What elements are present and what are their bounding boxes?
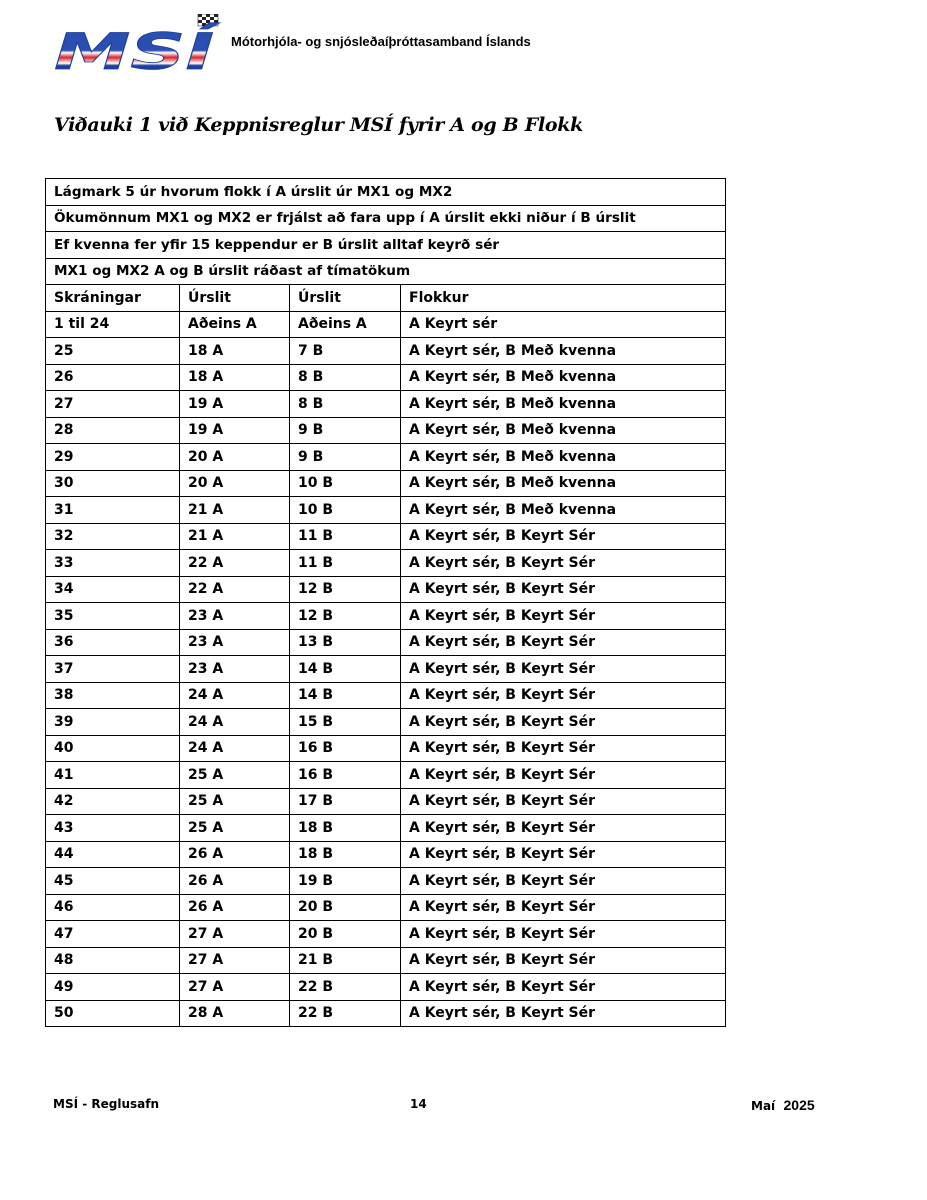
table-cell: A Keyrt sér, B Keyrt Sér <box>401 576 726 603</box>
table-cell: 26 <box>46 364 180 391</box>
table-cell: A Keyrt sér, B Keyrt Sér <box>401 709 726 736</box>
table-note: Ökumönnum MX1 og MX2 er frjálst að fara upp í A úrslit ekki niður í B úrslit <box>46 205 726 232</box>
table-cell: 20 A <box>180 444 290 471</box>
table-cell: A Keyrt sér, B Keyrt Sér <box>401 815 726 842</box>
table-cell: 26 A <box>180 841 290 868</box>
table-cell: A Keyrt sér, B Með kvenna <box>401 391 726 418</box>
table-cell: 8 B <box>290 391 401 418</box>
table-row <box>46 417 726 444</box>
table-cell: 21 A <box>180 497 290 524</box>
table-cell: 26 A <box>180 894 290 921</box>
table-cell: 27 <box>46 391 180 418</box>
table-cell: 37 <box>46 656 180 683</box>
table-cell: 13 B <box>290 629 401 656</box>
table-cell: 27 A <box>180 974 290 1001</box>
table-cell: 14 B <box>290 682 401 709</box>
table-cell: 12 B <box>290 576 401 603</box>
footer-document-name: MSÍ - Reglusafn <box>53 1097 160 1111</box>
table-row <box>46 497 726 524</box>
table-cell: 42 <box>46 788 180 815</box>
qualification-table <box>45 178 726 1027</box>
table-cell: Aðeins A <box>290 311 401 338</box>
column-header: Flokkur <box>401 285 726 312</box>
table-cell: A Keyrt sér, B Keyrt Sér <box>401 947 726 974</box>
logo-text: MSÍ <box>54 23 159 74</box>
table-cell: 33 <box>46 550 180 577</box>
table-cell: A Keyrt sér, B Keyrt Sér <box>401 841 726 868</box>
table-row <box>46 735 726 762</box>
table-cell: A Keyrt sér, B Keyrt Sér <box>401 629 726 656</box>
table-cell: 18 A <box>180 364 290 391</box>
table-row <box>46 629 726 656</box>
table-row <box>46 868 726 895</box>
table-cell: 20 B <box>290 894 401 921</box>
table-row <box>46 656 726 683</box>
table-cell: 10 B <box>290 470 401 497</box>
table-cell: 22 B <box>290 974 401 1001</box>
table-note-row <box>46 179 726 206</box>
table-row <box>46 894 726 921</box>
table-cell: 41 <box>46 762 180 789</box>
table-cell: 8 B <box>290 364 401 391</box>
table-cell: A Keyrt sér, B Keyrt Sér <box>401 603 726 630</box>
table-cell: 50 <box>46 1000 180 1027</box>
table-cell: 48 <box>46 947 180 974</box>
table-cell: A Keyrt sér, B Keyrt Sér <box>401 894 726 921</box>
table-cell: 20 B <box>290 921 401 948</box>
table-cell: 25 A <box>180 815 290 842</box>
table-cell: 19 B <box>290 868 401 895</box>
table-cell: 14 B <box>290 656 401 683</box>
table-cell: 34 <box>46 576 180 603</box>
table-cell: 9 B <box>290 444 401 471</box>
table-cell: A Keyrt sér, B Með kvenna <box>401 470 726 497</box>
table-row <box>46 682 726 709</box>
table-row <box>46 444 726 471</box>
table-cell: 35 <box>46 603 180 630</box>
table-cell: 25 <box>46 338 180 365</box>
table-cell: A Keyrt sér, B Keyrt Sér <box>401 682 726 709</box>
table-cell: 46 <box>46 894 180 921</box>
table-cell: 24 A <box>180 709 290 736</box>
table-row <box>46 338 726 365</box>
column-header: Skráningar <box>46 285 180 312</box>
table-cell: 27 A <box>180 921 290 948</box>
footer-year: 2025 <box>783 1097 815 1113</box>
table-note-row <box>46 232 726 259</box>
table-header-row <box>46 285 726 312</box>
table-cell: 16 B <box>290 762 401 789</box>
table-cell: 7 B <box>290 338 401 365</box>
table-cell: 40 <box>46 735 180 762</box>
table-row <box>46 947 726 974</box>
table-cell: 21 B <box>290 947 401 974</box>
table-cell: A Keyrt sér <box>401 311 726 338</box>
footer-month: Maí <box>751 1099 776 1113</box>
table-cell: 21 A <box>180 523 290 550</box>
table-cell: 27 A <box>180 947 290 974</box>
table-row <box>46 788 726 815</box>
table-cell: 22 B <box>290 1000 401 1027</box>
table-cell: 28 <box>46 417 180 444</box>
table-cell: 9 B <box>290 417 401 444</box>
table-cell: 36 <box>46 629 180 656</box>
table-cell: 30 <box>46 470 180 497</box>
table-cell: A Keyrt sér, B Keyrt Sér <box>401 1000 726 1027</box>
table-cell: 11 B <box>290 550 401 577</box>
table-cell: A Keyrt sér, B Keyrt Sér <box>401 762 726 789</box>
table-cell: 26 A <box>180 868 290 895</box>
table-cell: 44 <box>46 841 180 868</box>
table-row <box>46 974 726 1001</box>
table-row <box>46 391 726 418</box>
msi-logo <box>52 14 222 74</box>
table-cell: 23 A <box>180 656 290 683</box>
table-note: MX1 og MX2 A og B úrslit ráðast af tímatökum <box>46 258 726 285</box>
table-cell: 24 A <box>180 682 290 709</box>
table-row <box>46 1000 726 1027</box>
table-note: Ef kvenna fer yfir 15 keppendur er B úrslit alltaf keyrð sér <box>46 232 726 259</box>
table-cell: 19 A <box>180 391 290 418</box>
table-cell: 1 til 24 <box>46 311 180 338</box>
table-cell: 22 A <box>180 576 290 603</box>
table-cell: A Keyrt sér, B Keyrt Sér <box>401 735 726 762</box>
footer-date <box>751 1097 815 1113</box>
table-cell: 25 A <box>180 788 290 815</box>
table-cell: 25 A <box>180 762 290 789</box>
table-cell: 49 <box>46 974 180 1001</box>
table-row <box>46 576 726 603</box>
table-row <box>46 762 726 789</box>
table-cell: 20 A <box>180 470 290 497</box>
table-cell: A Keyrt sér, B Keyrt Sér <box>401 868 726 895</box>
table-row <box>46 470 726 497</box>
table-cell: A Keyrt sér, B Keyrt Sér <box>401 974 726 1001</box>
table-cell: 15 B <box>290 709 401 736</box>
table-cell: 24 A <box>180 735 290 762</box>
document-title: Viðauki 1 við Keppnisreglur MSÍ fyrir A og B Flokk <box>54 114 583 136</box>
table-cell: 43 <box>46 815 180 842</box>
table-cell: 39 <box>46 709 180 736</box>
table-row <box>46 709 726 736</box>
table-cell: 19 A <box>180 417 290 444</box>
table-cell: 12 B <box>290 603 401 630</box>
table-cell: 23 A <box>180 603 290 630</box>
table-cell: 47 <box>46 921 180 948</box>
table-cell: 31 <box>46 497 180 524</box>
table-cell: A Keyrt sér, B Keyrt Sér <box>401 921 726 948</box>
table-cell: A Keyrt sér, B Með kvenna <box>401 497 726 524</box>
table-row <box>46 841 726 868</box>
table-row <box>46 364 726 391</box>
table-cell: A Keyrt sér, B Keyrt Sér <box>401 523 726 550</box>
table-cell: A Keyrt sér, B Keyrt Sér <box>401 656 726 683</box>
table-cell: 11 B <box>290 523 401 550</box>
table-note-row <box>46 258 726 285</box>
table-cell: 38 <box>46 682 180 709</box>
table-row <box>46 550 726 577</box>
table-cell: 18 B <box>290 815 401 842</box>
table-note: Lágmark 5 úr hvorum flokk í A úrslit úr MX1 og MX2 <box>46 179 726 206</box>
table-cell: 32 <box>46 523 180 550</box>
table-cell: A Keyrt sér, B Keyrt Sér <box>401 788 726 815</box>
table-cell: 29 <box>46 444 180 471</box>
organization-name: Mótorhjóla- og snjósleðaíþróttasamband Íslands <box>231 34 531 49</box>
table-row <box>46 523 726 550</box>
table-cell: A Keyrt sér, B Með kvenna <box>401 417 726 444</box>
table-cell: 28 A <box>180 1000 290 1027</box>
table-cell: 17 B <box>290 788 401 815</box>
table-cell: A Keyrt sér, B Með kvenna <box>401 444 726 471</box>
table-cell: A Keyrt sér, B Með kvenna <box>401 338 726 365</box>
table-row <box>46 815 726 842</box>
table-cell: 45 <box>46 868 180 895</box>
table-cell: A Keyrt sér, B Keyrt Sér <box>401 550 726 577</box>
table-cell: 16 B <box>290 735 401 762</box>
table-cell: 23 A <box>180 629 290 656</box>
table-cell: Aðeins A <box>180 311 290 338</box>
column-header: Úrslit <box>290 285 401 312</box>
table-row <box>46 603 726 630</box>
footer-page-number: 14 <box>410 1097 427 1111</box>
table-cell: A Keyrt sér, B Með kvenna <box>401 364 726 391</box>
column-header: Úrslit <box>180 285 290 312</box>
table-cell: 18 A <box>180 338 290 365</box>
table-note-row <box>46 205 726 232</box>
table-cell: 22 A <box>180 550 290 577</box>
table-row <box>46 311 726 338</box>
table-cell: 10 B <box>290 497 401 524</box>
table-cell: 18 B <box>290 841 401 868</box>
table-row <box>46 921 726 948</box>
